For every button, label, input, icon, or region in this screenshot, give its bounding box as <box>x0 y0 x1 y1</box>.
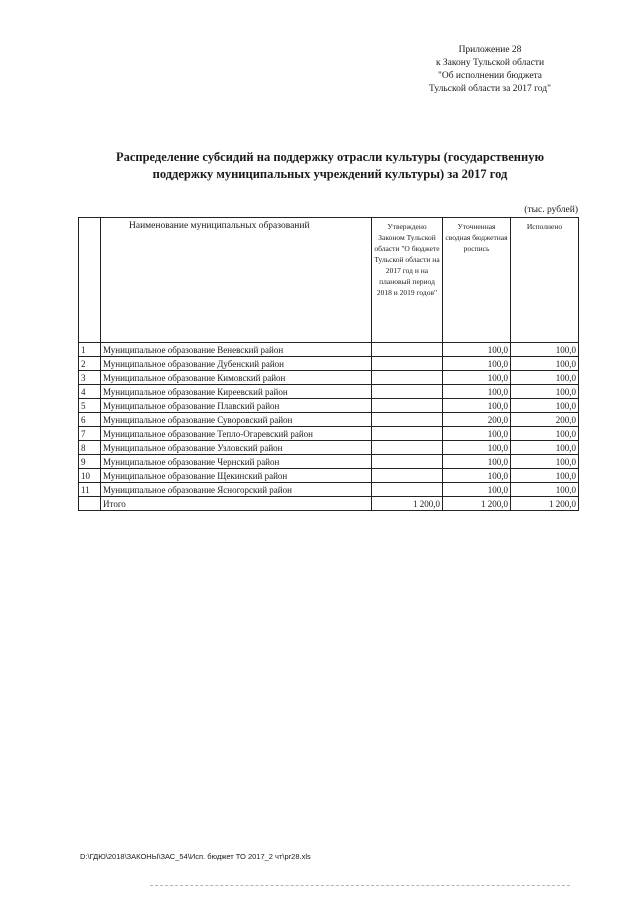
cell-executed: 100,0 <box>511 469 579 483</box>
cell-executed: 100,0 <box>511 385 579 399</box>
cell-refined: 100,0 <box>443 399 511 413</box>
cell-name: Муниципальное образование Кимовский район <box>101 371 372 385</box>
subsidy-table <box>78 217 579 511</box>
cell-approved <box>372 413 443 427</box>
cell-number <box>79 497 101 511</box>
appendix-line-2: к Закону Тульской области <box>435 58 545 68</box>
header-number <box>79 218 101 343</box>
cell-refined: 100,0 <box>443 469 511 483</box>
document-title <box>80 149 580 183</box>
header-name: Наименование муниципальных образований <box>101 218 372 343</box>
title-line-2: поддержку муниципальных учреждений культуры) за 2017 год <box>152 167 508 181</box>
table-row <box>79 385 579 399</box>
table-row <box>79 469 579 483</box>
cell-name: Муниципальное образование Суворовский район <box>101 413 372 427</box>
title-line-1: Распределение субсидий на поддержку отрасли культуры (государственную <box>115 150 545 164</box>
cell-executed: 100,0 <box>511 483 579 497</box>
cell-approved <box>372 455 443 469</box>
cell-executed: 100,0 <box>511 371 579 385</box>
appendix-line-1: Приложение 28 <box>458 45 522 55</box>
appendix-line-3: "Об исполнении бюджета <box>437 71 543 81</box>
cell-approved <box>372 357 443 371</box>
cell-name: Муниципальное образование Киреевский район <box>101 385 372 399</box>
table-body <box>79 343 579 511</box>
cell-name: Муниципальное образование Тепло-Огаревский район <box>101 427 372 441</box>
cell-number: 5 <box>79 399 101 413</box>
cell-number: 3 <box>79 371 101 385</box>
cell-refined: 100,0 <box>443 385 511 399</box>
cell-approved <box>372 441 443 455</box>
table-row <box>79 483 579 497</box>
cell-refined: 100,0 <box>443 483 511 497</box>
table-row <box>79 455 579 469</box>
cell-executed: 100,0 <box>511 441 579 455</box>
cell-refined: 100,0 <box>443 357 511 371</box>
table-row <box>79 413 579 427</box>
cell-approved <box>372 427 443 441</box>
cell-executed: 200,0 <box>511 413 579 427</box>
cell-name: Итого <box>101 497 372 511</box>
cell-executed: 100,0 <box>511 343 579 357</box>
table-row <box>79 427 579 441</box>
cell-approved <box>372 469 443 483</box>
file-path-footer: D:\ГДЮ\2018\ЗАКОНЫ\ЗАС_54\Исп. бюджет ТО 2017_2 чт\pr28.xls <box>80 852 311 861</box>
cell-refined: 200,0 <box>443 413 511 427</box>
cell-executed: 100,0 <box>511 455 579 469</box>
appendix-header <box>400 44 580 96</box>
table-row <box>79 357 579 371</box>
table-header-row <box>79 218 579 343</box>
appendix-line-4: Тульской области за 2017 год" <box>429 84 551 94</box>
cell-name: Муниципальное образование Чернский район <box>101 455 372 469</box>
cell-name: Муниципальное образование Веневский район <box>101 343 372 357</box>
header-executed: Исполнено <box>511 218 579 343</box>
header-approved: Утверждено Законом Тульской области "О бюджете Тульской области на 2017 год и на плановый период 2018 и 2019 годов" <box>372 218 443 343</box>
cell-executed: 100,0 <box>511 399 579 413</box>
cell-number: 7 <box>79 427 101 441</box>
cell-approved <box>372 343 443 357</box>
cell-executed: 100,0 <box>511 357 579 371</box>
cell-approved <box>372 371 443 385</box>
cell-approved <box>372 385 443 399</box>
cell-executed: 1 200,0 <box>511 497 579 511</box>
table-row <box>79 343 579 357</box>
cell-refined: 100,0 <box>443 343 511 357</box>
cell-refined: 100,0 <box>443 427 511 441</box>
cell-refined: 100,0 <box>443 455 511 469</box>
table-total-row <box>79 497 579 511</box>
cell-name: Муниципальное образование Щекинский район <box>101 469 372 483</box>
table-row <box>79 371 579 385</box>
cell-number: 1 <box>79 343 101 357</box>
cell-number: 2 <box>79 357 101 371</box>
cell-name: Муниципальное образование Дубенский район <box>101 357 372 371</box>
cell-number: 8 <box>79 441 101 455</box>
cell-number: 11 <box>79 483 101 497</box>
cell-number: 4 <box>79 385 101 399</box>
cell-refined: 100,0 <box>443 441 511 455</box>
bottom-divider <box>150 885 570 886</box>
cell-name: Муниципальное образование Плавский район <box>101 399 372 413</box>
cell-refined: 1 200,0 <box>443 497 511 511</box>
cell-number: 6 <box>79 413 101 427</box>
cell-refined: 100,0 <box>443 371 511 385</box>
cell-approved <box>372 483 443 497</box>
cell-name: Муниципальное образование Ясногорский район <box>101 483 372 497</box>
cell-name: Муниципальное образование Узловский район <box>101 441 372 455</box>
cell-executed: 100,0 <box>511 427 579 441</box>
cell-number: 9 <box>79 455 101 469</box>
header-refined: Уточненная сводная бюджетная роспись <box>443 218 511 343</box>
cell-number: 10 <box>79 469 101 483</box>
cell-approved: 1 200,0 <box>372 497 443 511</box>
cell-approved <box>372 399 443 413</box>
table-row <box>79 441 579 455</box>
units-label: (тыс. рублей) <box>524 205 578 215</box>
table-row <box>79 399 579 413</box>
